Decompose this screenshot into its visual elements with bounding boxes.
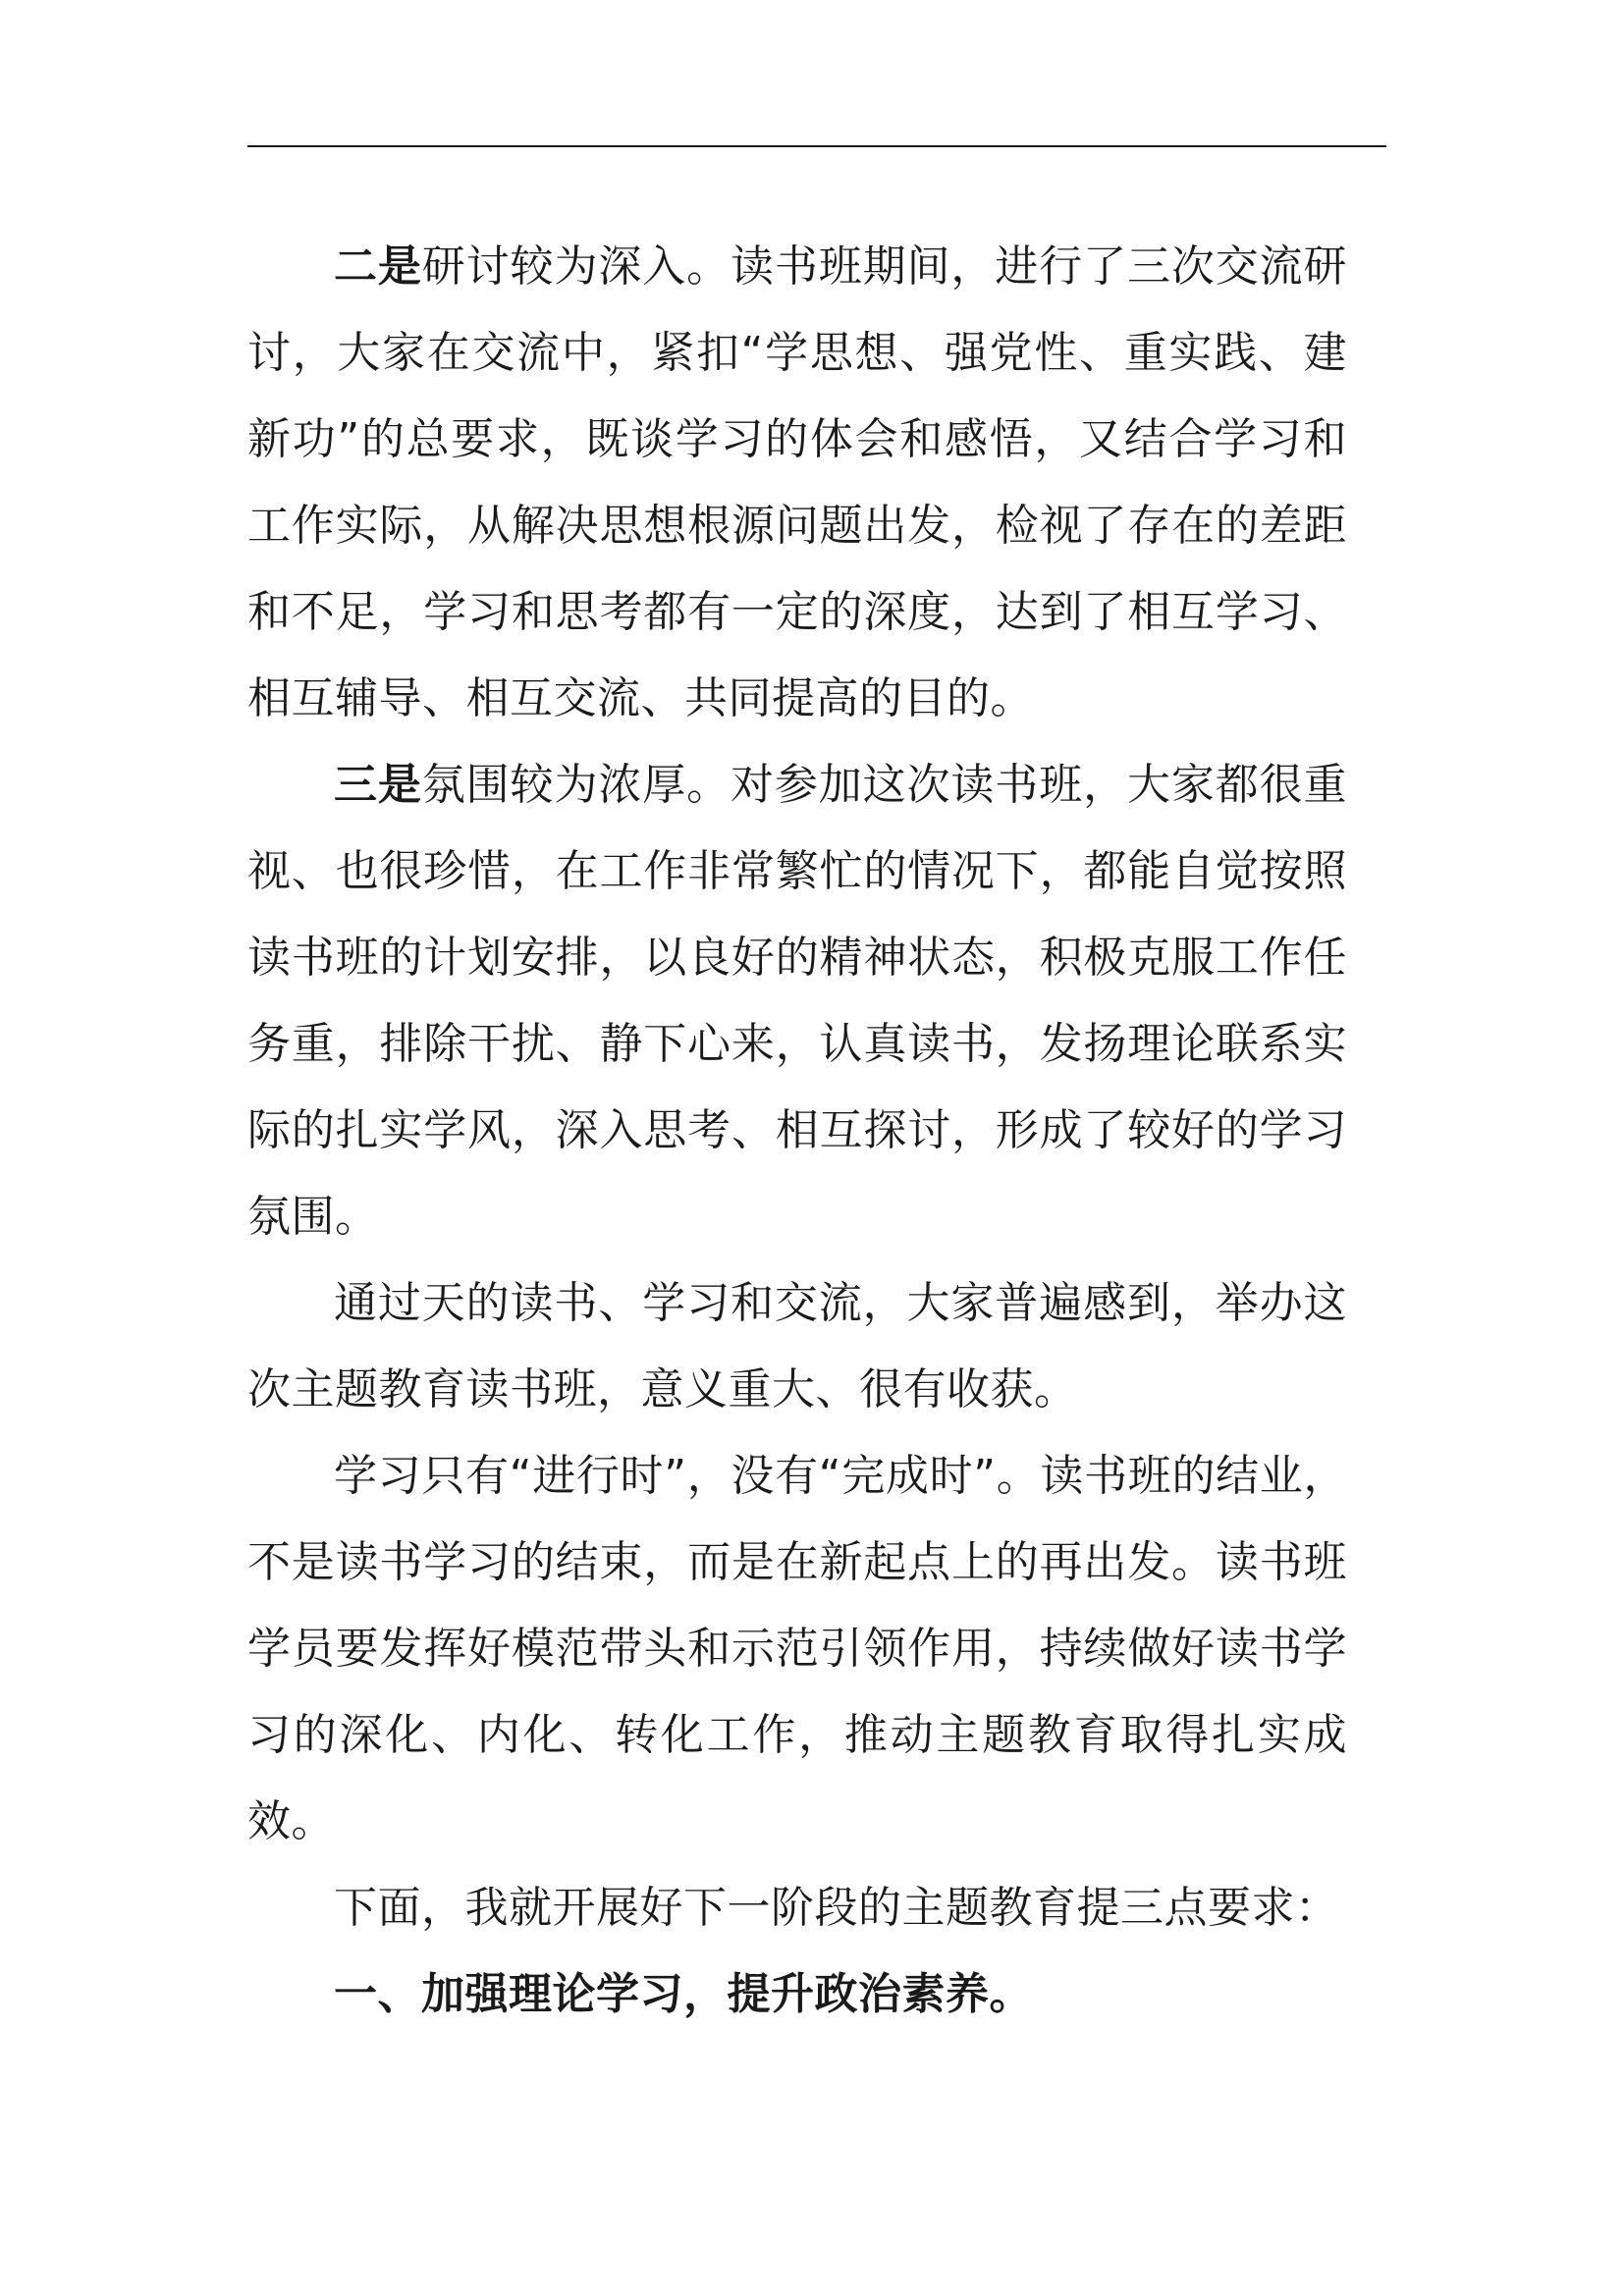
paragraph-text: 研讨较为深入。读书班期间，进行了三次交流研讨，大家在交流中，紧扣“学思想、强党性、重实践、建新功”的总要求，既谈学习的体会和感悟，又结合学习和工作实际，从解决思想根源问题出发，检视了存在的差距和不足，学习和思考都有一定的深度，达到了相互学习、相互辅导、相互交流、共同提高的目的。 <box>247 241 1348 723</box>
paragraph-atmosphere <box>247 742 1347 1260</box>
paragraph-text: 学习只有“进行时”，没有“完成时”。读书班的结业，不是读书学习的结束，而是在新起点上的再出发。读书班学员要发挥好模范带头和示范引领作用，持续做好读书学习的深化、内化、转化工作，推动主题教育取得扎实成效。 <box>247 1451 1347 1846</box>
paragraph-text: 氛围较为浓厚。对参加这次读书班，大家都很重视、也很珍惜，在工作非常繁忙的情况下，都能自觉按照读书班的计划安排，以良好的精神状态，积极克服工作任务重，排除干扰、静下心来，认真读书，发扬理论联系实际的扎实学风，深入思考、相互探讨，形成了较好的学习氛围。 <box>247 760 1348 1242</box>
paragraph-discussion <box>247 224 1347 742</box>
header-rule <box>247 145 1386 147</box>
document-body <box>247 224 1347 2038</box>
paragraph-text: 下面，我就开展好下一阶段的主题教育提三点要求： <box>334 1883 1339 1933</box>
paragraph-summary <box>247 1260 1347 1433</box>
paragraph-text: 通过天的读书、学习和交流，大家普遍感到，举办这次主题教育读书班，意义重大、很有收获。 <box>247 1278 1347 1415</box>
paragraph-lead: 二是 <box>334 241 422 292</box>
paragraph-lead: 三是 <box>334 760 422 810</box>
paragraph-continuation <box>247 1433 1347 1865</box>
section-heading: 一、加强理论学习，提升政治素养。 <box>334 1969 1033 2019</box>
paragraph-requirements-intro <box>247 1865 1347 1951</box>
